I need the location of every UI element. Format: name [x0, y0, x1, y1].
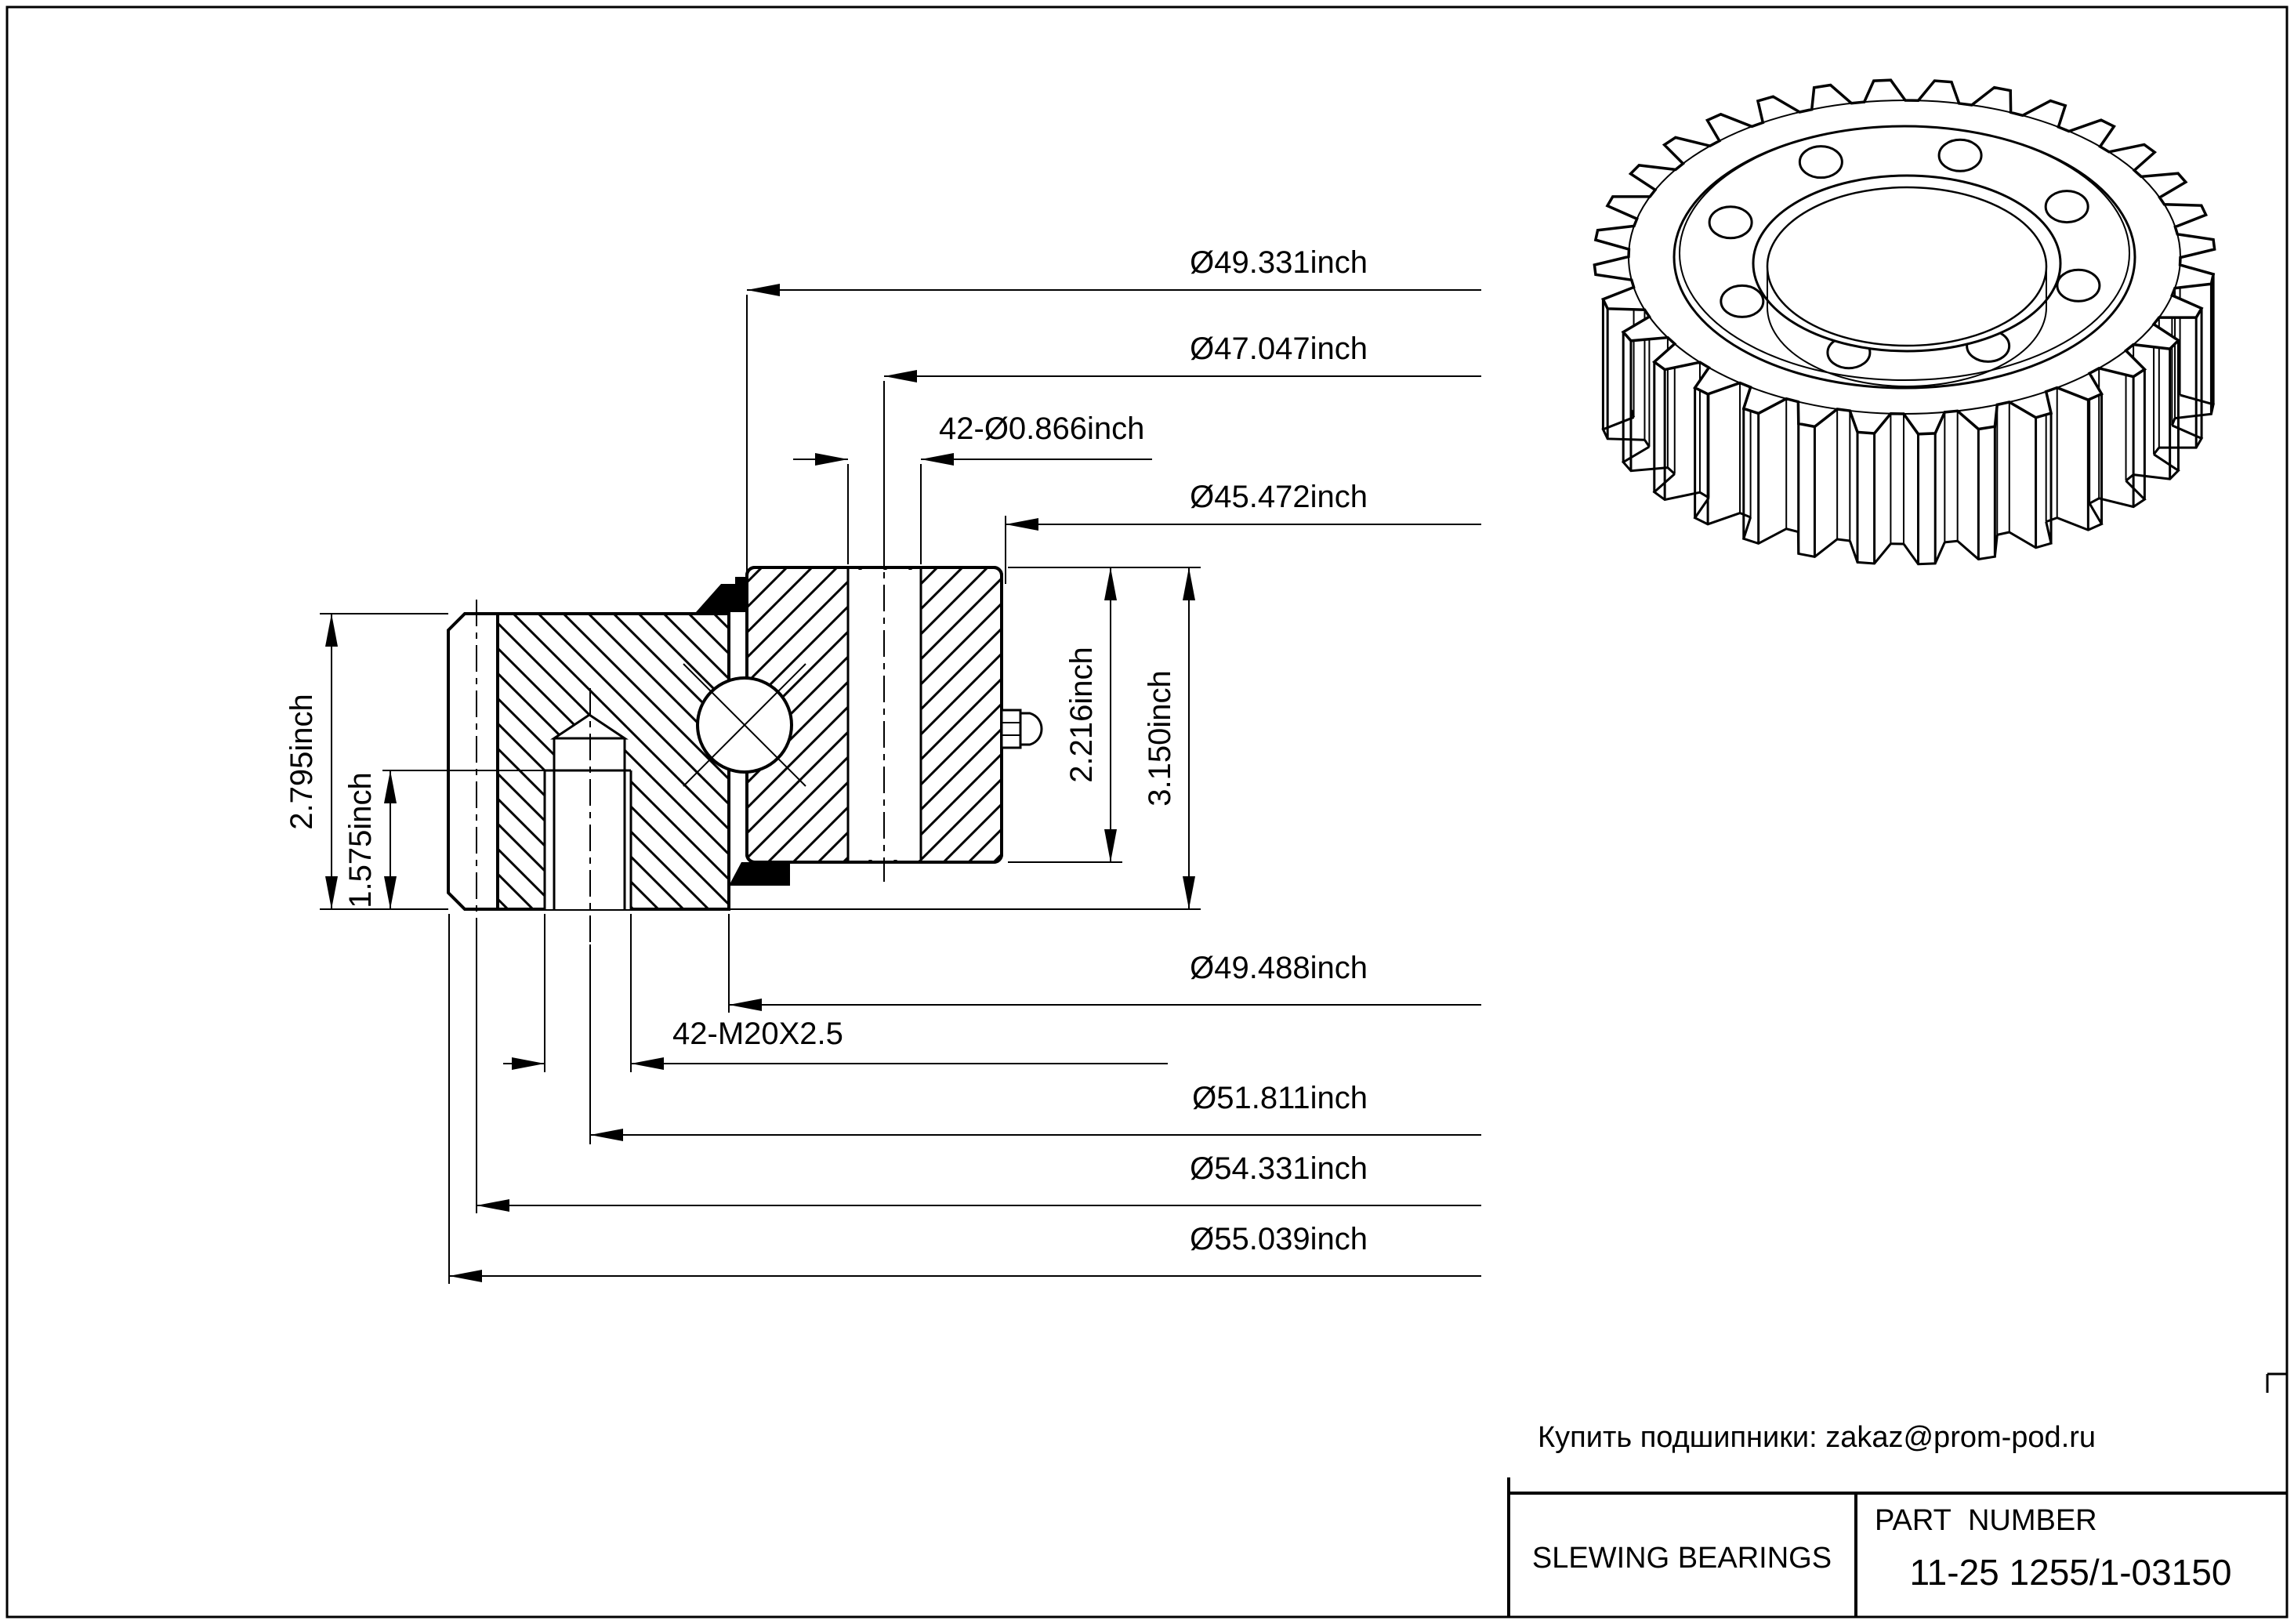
- gear-bolt-hole: [1939, 140, 1981, 171]
- title-block-product: SLEWING BEARINGS: [1531, 1542, 1832, 1575]
- gear-ring-section: [448, 600, 729, 944]
- dim-label-2216: 2.216inch: [1064, 647, 1099, 783]
- grease-nipple: [1002, 710, 1042, 748]
- dim-label-47047: Ø47.047inch: [1190, 332, 1368, 366]
- gear-tooth-strip: [448, 614, 498, 909]
- dim-label-49488: Ø49.488inch: [1190, 951, 1368, 985]
- dim-0866: [793, 411, 1152, 564]
- bearing-ball: [683, 664, 806, 786]
- gear-bolt-hole: [2057, 270, 2100, 301]
- seal-bottom: [729, 862, 790, 886]
- dim-m20: [503, 914, 1168, 1072]
- gear-bolt-hole: [1721, 285, 1763, 317]
- dim-label-51811: Ø51.811inch: [1192, 1081, 1368, 1115]
- dim-label-49331: Ø49.331inch: [1190, 245, 1368, 280]
- gear-bolt-hole: [2046, 191, 2088, 223]
- frame-corner-mark: [2267, 1374, 2286, 1393]
- dim-label-55039: Ø55.039inch: [1190, 1222, 1368, 1256]
- inner-ring-section: [747, 539, 1042, 882]
- tapped-hole-m20: [545, 715, 631, 909]
- dim-label-1575: 1.575inch: [343, 772, 378, 908]
- title-block-part-number-label: PART NUMBER: [1875, 1504, 2097, 1537]
- gear-isometric-view: [1594, 80, 2214, 564]
- title-block: [1509, 1374, 2286, 1616]
- dim-label-3150: 3.150inch: [1143, 670, 1177, 807]
- seal-top: [696, 577, 747, 612]
- gear-bolt-hole: [1799, 147, 1842, 178]
- title-block-part-number: 11-25 1255/1-03150: [1909, 1552, 2232, 1593]
- cross-section-view: [448, 539, 1042, 944]
- contact-note: Купить подшипники: zakaz@prom-pod.ru: [1538, 1421, 2096, 1454]
- dim-45472: [1006, 480, 1481, 584]
- dim-label-2795: 2.795inch: [284, 694, 319, 830]
- dim-label-54331: Ø54.331inch: [1190, 1151, 1368, 1186]
- dim-label-0866: 42-Ø0.866inch: [939, 411, 1145, 446]
- dim-label-45472: Ø45.472inch: [1190, 480, 1368, 514]
- gear-bolt-hole: [1709, 207, 1752, 238]
- dim-49488: [729, 914, 1481, 1013]
- dim-label-m20: 42-M20X2.5: [672, 1017, 843, 1051]
